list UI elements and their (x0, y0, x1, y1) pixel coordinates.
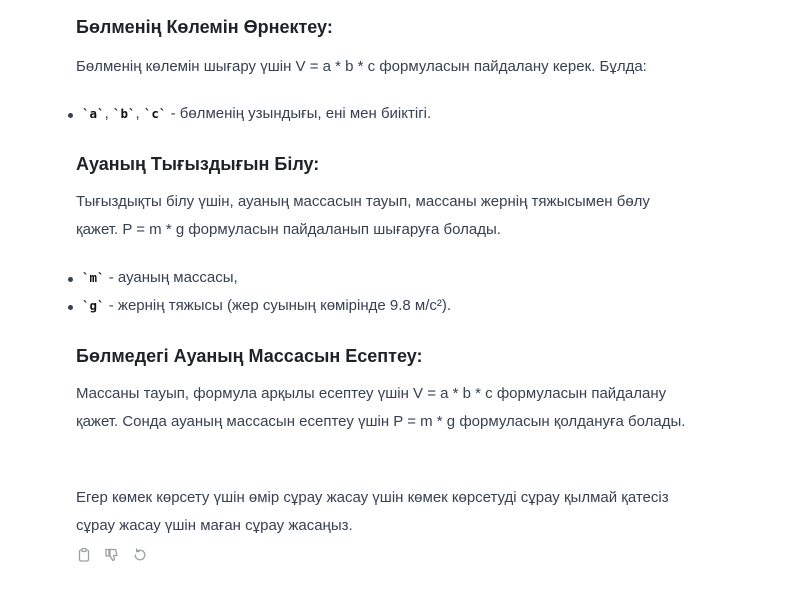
bullet (68, 305, 73, 310)
regenerate-icon[interactable] (132, 547, 148, 563)
inline-code: `m` (82, 270, 105, 285)
section-heading: Ауаның Тығыздығын Білу: (76, 154, 320, 174)
message-actions (76, 547, 148, 563)
list-item-text: - бөлменің узындығы, ені мен биіктігі. (166, 105, 432, 122)
list-item-text: - ауаның массасы, (104, 269, 238, 286)
section-heading: Бөлменің Көлемін Өрнектеу: (76, 17, 333, 37)
closing-paragraph: Егер көмек көрсету үшін өмір сұрау жасау үшін көмек көрсетуді сұрау қылмай қатесіз сұрау жасау үшін маған сұрау жасаңыз. (76, 489, 669, 534)
inline-code: `g` (82, 298, 105, 313)
section-paragraph: Бөлменің көлемін шығару үшін V = a * b * c формуласын пайдалану керек. Бұлда: (76, 58, 647, 75)
copy-icon[interactable] (76, 547, 92, 563)
list-item-text: - жернің тяжысы (жер суының көмірінде 9.8 м/с²). (104, 297, 452, 314)
thumbs-down-icon[interactable] (104, 547, 120, 563)
inline-code: `a` (82, 106, 105, 121)
inline-code: `c` (143, 106, 167, 121)
list-item: `a`, `b`, `c` - бөлменің узындығы, ені мен биіктігі. (76, 102, 431, 126)
inline-code: `b` (112, 106, 136, 121)
section-heading: Бөлмедегі Ауаның Массасын Есептеу: (76, 346, 423, 366)
section-paragraph: Тығыздықты білу үшін, ауаның массасын тауып, массаны жернің тяжысымен бөлу қажет. P = m * g формуласын пайдаланып шығаруға болады. (76, 193, 650, 238)
list-item (76, 294, 451, 318)
bullet (68, 113, 73, 118)
list-item (76, 266, 238, 290)
section-paragraph: Массаны тауып, формула арқылы есептеу үшін V = a * b * c формуласын пайдалану қажет. Сонда ауаның массасын есептеу үшін P = m * g формуласын қолдануға болады. (76, 385, 686, 430)
bullet (68, 277, 73, 282)
